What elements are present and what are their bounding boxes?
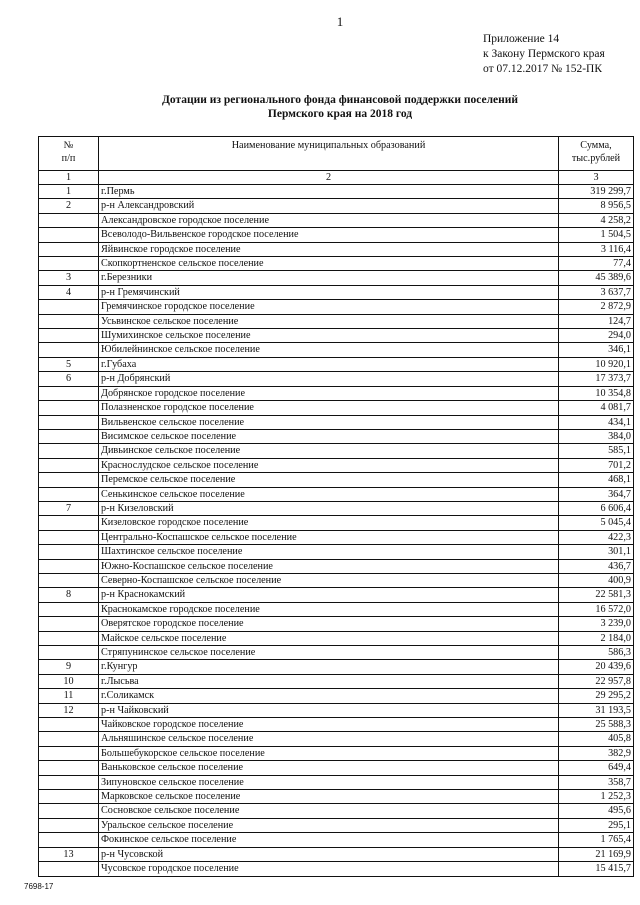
appendix-line: к Закону Пермского края	[483, 48, 605, 60]
row-sum: 29 295,2	[559, 689, 634, 703]
row-sum: 495,6	[559, 804, 634, 818]
table-row	[39, 271, 634, 285]
row-number	[39, 617, 99, 631]
row-name: р-н Краснокамский	[99, 588, 559, 602]
row-sum: 405,8	[559, 732, 634, 746]
row-sum: 31 193,5	[559, 703, 634, 717]
row-number: 3	[39, 271, 99, 285]
row-name: Скопкортненское сельское поселение	[99, 257, 559, 271]
footer-code: 7698-17	[24, 882, 54, 891]
row-name: Фокинское сельское поселение	[99, 833, 559, 847]
row-name: Северно-Коспашское сельское поселение	[99, 573, 559, 587]
row-name: Усьвинское сельское поселение	[99, 314, 559, 328]
header-sum-line: тыс.рублей	[571, 153, 621, 164]
table-row	[39, 401, 634, 415]
row-number	[39, 732, 99, 746]
header-name: Наименование муниципальных образований	[99, 137, 559, 171]
row-name: Уральское сельское поселение	[99, 818, 559, 832]
row-name: Оверятское городское поселение	[99, 617, 559, 631]
table-header-row	[39, 137, 634, 171]
table-row	[39, 199, 634, 213]
row-number: 13	[39, 847, 99, 861]
row-number	[39, 257, 99, 271]
table-row	[39, 674, 634, 688]
row-number: 12	[39, 703, 99, 717]
row-name: Дивьинское сельское поселение	[99, 444, 559, 458]
row-number: 5	[39, 357, 99, 371]
table-row	[39, 458, 634, 472]
table-row	[39, 545, 634, 559]
row-sum: 586,3	[559, 646, 634, 660]
row-number	[39, 343, 99, 357]
row-number	[39, 746, 99, 760]
table-row	[39, 343, 634, 357]
title-line: Дотации из регионального фонда финансовой поддержки поселений	[161, 94, 519, 106]
row-number: 9	[39, 660, 99, 674]
row-name: Гремячинское городское поселение	[99, 300, 559, 314]
row-sum: 1 504,5	[559, 228, 634, 242]
row-name: г.Березники	[99, 271, 559, 285]
row-sum: 22 957,8	[559, 674, 634, 688]
row-number	[39, 242, 99, 256]
row-number	[39, 329, 99, 343]
table-row	[39, 631, 634, 645]
table-row	[39, 329, 634, 343]
appendix-line: Приложение 14	[483, 33, 560, 45]
row-number	[39, 862, 99, 876]
table-row	[39, 775, 634, 789]
column-number: 2	[99, 171, 559, 185]
table-row	[39, 185, 634, 199]
table-row	[39, 257, 634, 271]
row-sum: 2 184,0	[559, 631, 634, 645]
page-number: 1	[336, 14, 344, 29]
row-name: Вильвенское сельское поселение	[99, 415, 559, 429]
row-number	[39, 314, 99, 328]
row-sum: 15 415,7	[559, 862, 634, 876]
row-name: р-н Кизеловский	[99, 501, 559, 515]
header-number-line: п/п	[61, 153, 76, 164]
table-row	[39, 285, 634, 299]
row-sum: 6 606,4	[559, 501, 634, 515]
table-row	[39, 732, 634, 746]
table-row	[39, 559, 634, 573]
row-sum: 4 081,7	[559, 401, 634, 415]
table-row	[39, 703, 634, 717]
row-number: 2	[39, 199, 99, 213]
row-sum: 17 373,7	[559, 372, 634, 386]
row-sum: 400,9	[559, 573, 634, 587]
table-row	[39, 790, 634, 804]
row-name: Юбилейнинское сельское поселение	[99, 343, 559, 357]
subsidies-table	[38, 136, 634, 877]
row-name: Сосновское сельское поселение	[99, 804, 559, 818]
row-name: Большебукорское сельское поселение	[99, 746, 559, 760]
table-row	[39, 818, 634, 832]
row-sum: 301,1	[559, 545, 634, 559]
table-row	[39, 761, 634, 775]
row-name: Ваньковское сельское поселение	[99, 761, 559, 775]
row-number	[39, 761, 99, 775]
row-number	[39, 631, 99, 645]
row-number	[39, 487, 99, 501]
row-number	[39, 602, 99, 616]
row-number	[39, 300, 99, 314]
row-number	[39, 833, 99, 847]
row-name: Александровское городское поселение	[99, 213, 559, 227]
row-number: 7	[39, 501, 99, 515]
table-row	[39, 588, 634, 602]
table-row	[39, 718, 634, 732]
column-number: 1	[39, 171, 99, 185]
row-name: Яйвинское городское поселение	[99, 242, 559, 256]
row-sum: 1 252,3	[559, 790, 634, 804]
row-number	[39, 401, 99, 415]
row-number	[39, 818, 99, 832]
row-sum: 3 239,0	[559, 617, 634, 631]
row-name: р-н Чусовской	[99, 847, 559, 861]
row-name: Зипуновское сельское поселение	[99, 775, 559, 789]
header-sum-line: Сумма,	[580, 140, 612, 151]
table-row	[39, 602, 634, 616]
row-name: Сенькинское сельское поселение	[99, 487, 559, 501]
row-name: р-н Добрянский	[99, 372, 559, 386]
column-number-row	[39, 171, 634, 185]
appendix-line: от 07.12.2017 № 152-ПК	[483, 63, 603, 75]
row-number: 11	[39, 689, 99, 703]
row-number	[39, 386, 99, 400]
row-sum: 124,7	[559, 314, 634, 328]
table-row	[39, 646, 634, 660]
row-name: г.Кунгур	[99, 660, 559, 674]
row-number	[39, 646, 99, 660]
header-sum	[559, 137, 634, 171]
row-number	[39, 213, 99, 227]
row-name: Всеволодо-Вильвенское городское поселение	[99, 228, 559, 242]
table-row	[39, 501, 634, 515]
row-number	[39, 516, 99, 530]
row-number	[39, 473, 99, 487]
row-sum: 45 389,6	[559, 271, 634, 285]
table-row	[39, 429, 634, 443]
row-name: г.Пермь	[99, 185, 559, 199]
row-sum: 382,9	[559, 746, 634, 760]
row-sum: 319 299,7	[559, 185, 634, 199]
table-row	[39, 213, 634, 227]
row-name: Стряпунинское сельское поселение	[99, 646, 559, 660]
row-name: р-н Гремячинский	[99, 285, 559, 299]
row-sum: 585,1	[559, 444, 634, 458]
table-row	[39, 689, 634, 703]
row-sum: 3 637,7	[559, 285, 634, 299]
table-row	[39, 862, 634, 876]
document-title	[60, 93, 620, 121]
header-number	[39, 137, 99, 171]
row-name: г.Соликамск	[99, 689, 559, 703]
row-number	[39, 530, 99, 544]
table-row	[39, 386, 634, 400]
column-number: 3	[559, 171, 634, 185]
table-row	[39, 530, 634, 544]
table-row	[39, 516, 634, 530]
table-row	[39, 357, 634, 371]
row-sum: 77,4	[559, 257, 634, 271]
row-sum: 8 956,5	[559, 199, 634, 213]
row-sum: 295,1	[559, 818, 634, 832]
table-row	[39, 473, 634, 487]
table-row	[39, 242, 634, 256]
row-name: Альняшинское сельское поселение	[99, 732, 559, 746]
row-number	[39, 444, 99, 458]
header-number-line: №	[63, 140, 74, 151]
row-sum: 422,3	[559, 530, 634, 544]
row-number	[39, 545, 99, 559]
row-name: Перемское сельское поселение	[99, 473, 559, 487]
row-sum: 2 872,9	[559, 300, 634, 314]
table-row	[39, 573, 634, 587]
row-name: Шахтинское сельское поселение	[99, 545, 559, 559]
table-body	[39, 185, 634, 877]
table-row	[39, 314, 634, 328]
row-name: Шумихинское сельское поселение	[99, 329, 559, 343]
row-sum: 20 439,6	[559, 660, 634, 674]
row-sum: 294,0	[559, 329, 634, 343]
row-name: р-н Александровский	[99, 199, 559, 213]
table-row	[39, 415, 634, 429]
row-name: Краснослудское сельское поселение	[99, 458, 559, 472]
row-name: Висимское сельское поселение	[99, 429, 559, 443]
row-number: 8	[39, 588, 99, 602]
table-row	[39, 833, 634, 847]
table-row	[39, 617, 634, 631]
row-name: Центрально-Коспашское сельское поселение	[99, 530, 559, 544]
row-sum: 16 572,0	[559, 602, 634, 616]
row-name: Добрянское городское поселение	[99, 386, 559, 400]
row-sum: 468,1	[559, 473, 634, 487]
row-sum: 701,2	[559, 458, 634, 472]
row-sum: 364,7	[559, 487, 634, 501]
row-number	[39, 458, 99, 472]
row-number	[39, 415, 99, 429]
row-name: Чайковское городское поселение	[99, 718, 559, 732]
row-number	[39, 775, 99, 789]
row-name: г.Лысьва	[99, 674, 559, 688]
row-sum: 5 045,4	[559, 516, 634, 530]
title-line: Пермского края на 2018 год	[267, 108, 413, 120]
row-number: 10	[39, 674, 99, 688]
row-name: Марковское сельское поселение	[99, 790, 559, 804]
row-sum: 4 258,2	[559, 213, 634, 227]
row-sum: 10 920,1	[559, 357, 634, 371]
table-row	[39, 660, 634, 674]
table-row	[39, 444, 634, 458]
row-name: Кизеловское городское поселение	[99, 516, 559, 530]
row-number	[39, 573, 99, 587]
table-row	[39, 804, 634, 818]
row-name: р-н Чайковский	[99, 703, 559, 717]
row-number: 1	[39, 185, 99, 199]
row-number: 6	[39, 372, 99, 386]
row-sum: 434,1	[559, 415, 634, 429]
row-number	[39, 804, 99, 818]
row-sum: 384,0	[559, 429, 634, 443]
row-number	[39, 228, 99, 242]
table-row	[39, 300, 634, 314]
row-sum: 649,4	[559, 761, 634, 775]
row-name: Краснокамское городское поселение	[99, 602, 559, 616]
table-row	[39, 228, 634, 242]
row-sum: 25 588,3	[559, 718, 634, 732]
row-number	[39, 429, 99, 443]
row-number	[39, 790, 99, 804]
row-number	[39, 718, 99, 732]
row-sum: 21 169,9	[559, 847, 634, 861]
row-name: г.Губаха	[99, 357, 559, 371]
row-sum: 10 354,8	[559, 386, 634, 400]
table-row	[39, 847, 634, 861]
row-sum: 358,7	[559, 775, 634, 789]
table-row	[39, 746, 634, 760]
table-row	[39, 487, 634, 501]
row-sum: 1 765,4	[559, 833, 634, 847]
row-number: 4	[39, 285, 99, 299]
row-sum: 436,7	[559, 559, 634, 573]
row-sum: 346,1	[559, 343, 634, 357]
row-name: Полазненское городское поселение	[99, 401, 559, 415]
row-name: Чусовское городское поселение	[99, 862, 559, 876]
row-name: Майское сельское поселение	[99, 631, 559, 645]
row-sum: 22 581,3	[559, 588, 634, 602]
row-sum: 3 116,4	[559, 242, 634, 256]
row-name: Южно-Коспашское сельское поселение	[99, 559, 559, 573]
appendix-reference	[483, 32, 605, 77]
row-number	[39, 559, 99, 573]
table-row	[39, 372, 634, 386]
